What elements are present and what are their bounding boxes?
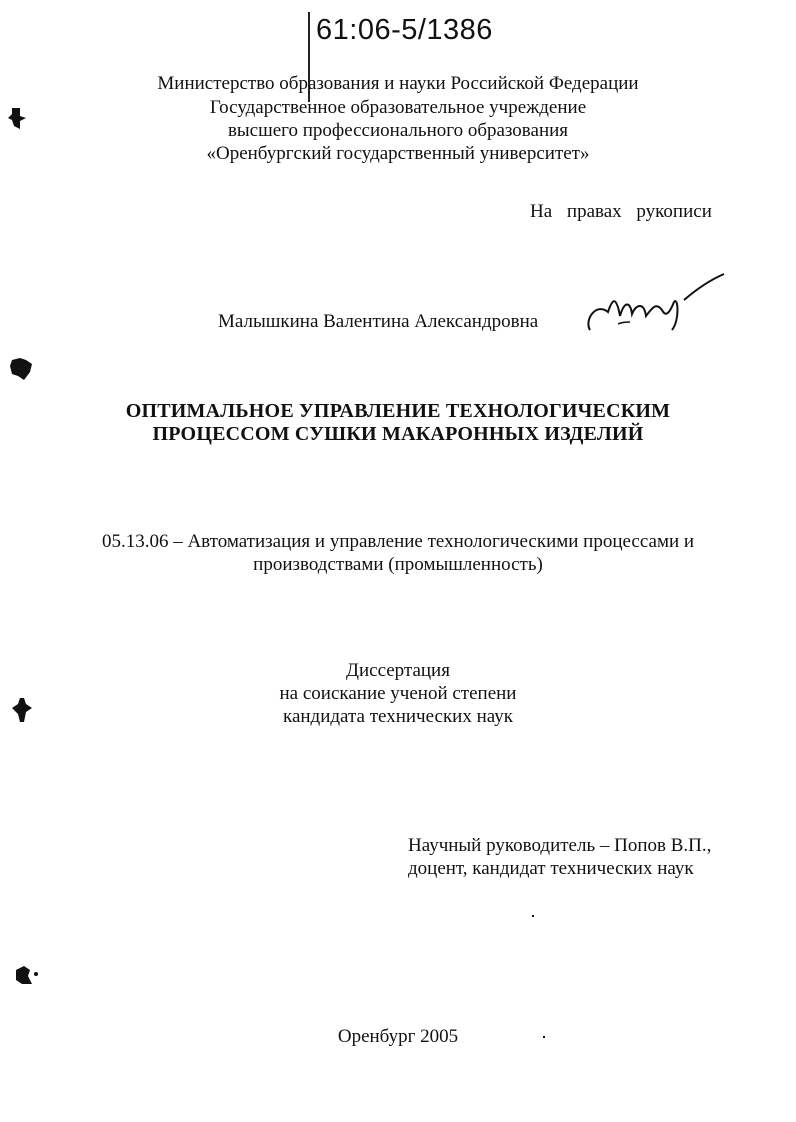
scan-speck (532, 915, 534, 917)
punch-mark-1 (6, 104, 28, 132)
punch-mark-2 (8, 354, 34, 382)
dissertation-title-line-2: ПРОЦЕССОМ СУШКИ МАКАРОННЫХ ИЗДЕЛИЙ (152, 423, 644, 445)
degree-line-1: Диссертация (346, 660, 450, 681)
handwritten-signature (582, 272, 732, 342)
punch-mark-3 (10, 696, 34, 724)
degree-line-2: на соискание ученой степени (279, 683, 517, 704)
degree-line-3: кандидата технических наук (283, 706, 513, 727)
specialty-line-2: производствами (промышленность) (253, 554, 543, 575)
supervisor-line-2: доцент, кандидат технических наук (408, 858, 694, 879)
header-ministry: Министерство образования и науки Российской Федерации (157, 73, 639, 94)
header-education-level: высшего профессионального образования (227, 120, 569, 141)
scan-speck (543, 1036, 545, 1038)
header-university: «Оренбургский государственный университет» (206, 143, 590, 164)
header-institution-type: Государственное образовательное учреждение (209, 97, 587, 118)
punch-mark-4 (12, 962, 40, 988)
manuscript-rights-note: На правах рукописи (530, 201, 712, 222)
archive-stamp-code: 61:06-5/1386 (316, 14, 493, 46)
dissertation-title-line-1: ОПТИМАЛЬНОЕ УПРАВЛЕНИЕ ТЕХНОЛОГИЧЕСКИМ (125, 400, 671, 422)
city-year: Оренбург 2005 (337, 1026, 459, 1047)
supervisor-line-1: Научный руководитель – Попов В.П., (408, 835, 712, 856)
author-name: Малышкина Валентина Александровна (218, 311, 539, 332)
specialty-line-1: 05.13.06 – Автоматизация и управление технологическими процессами и (101, 531, 695, 552)
